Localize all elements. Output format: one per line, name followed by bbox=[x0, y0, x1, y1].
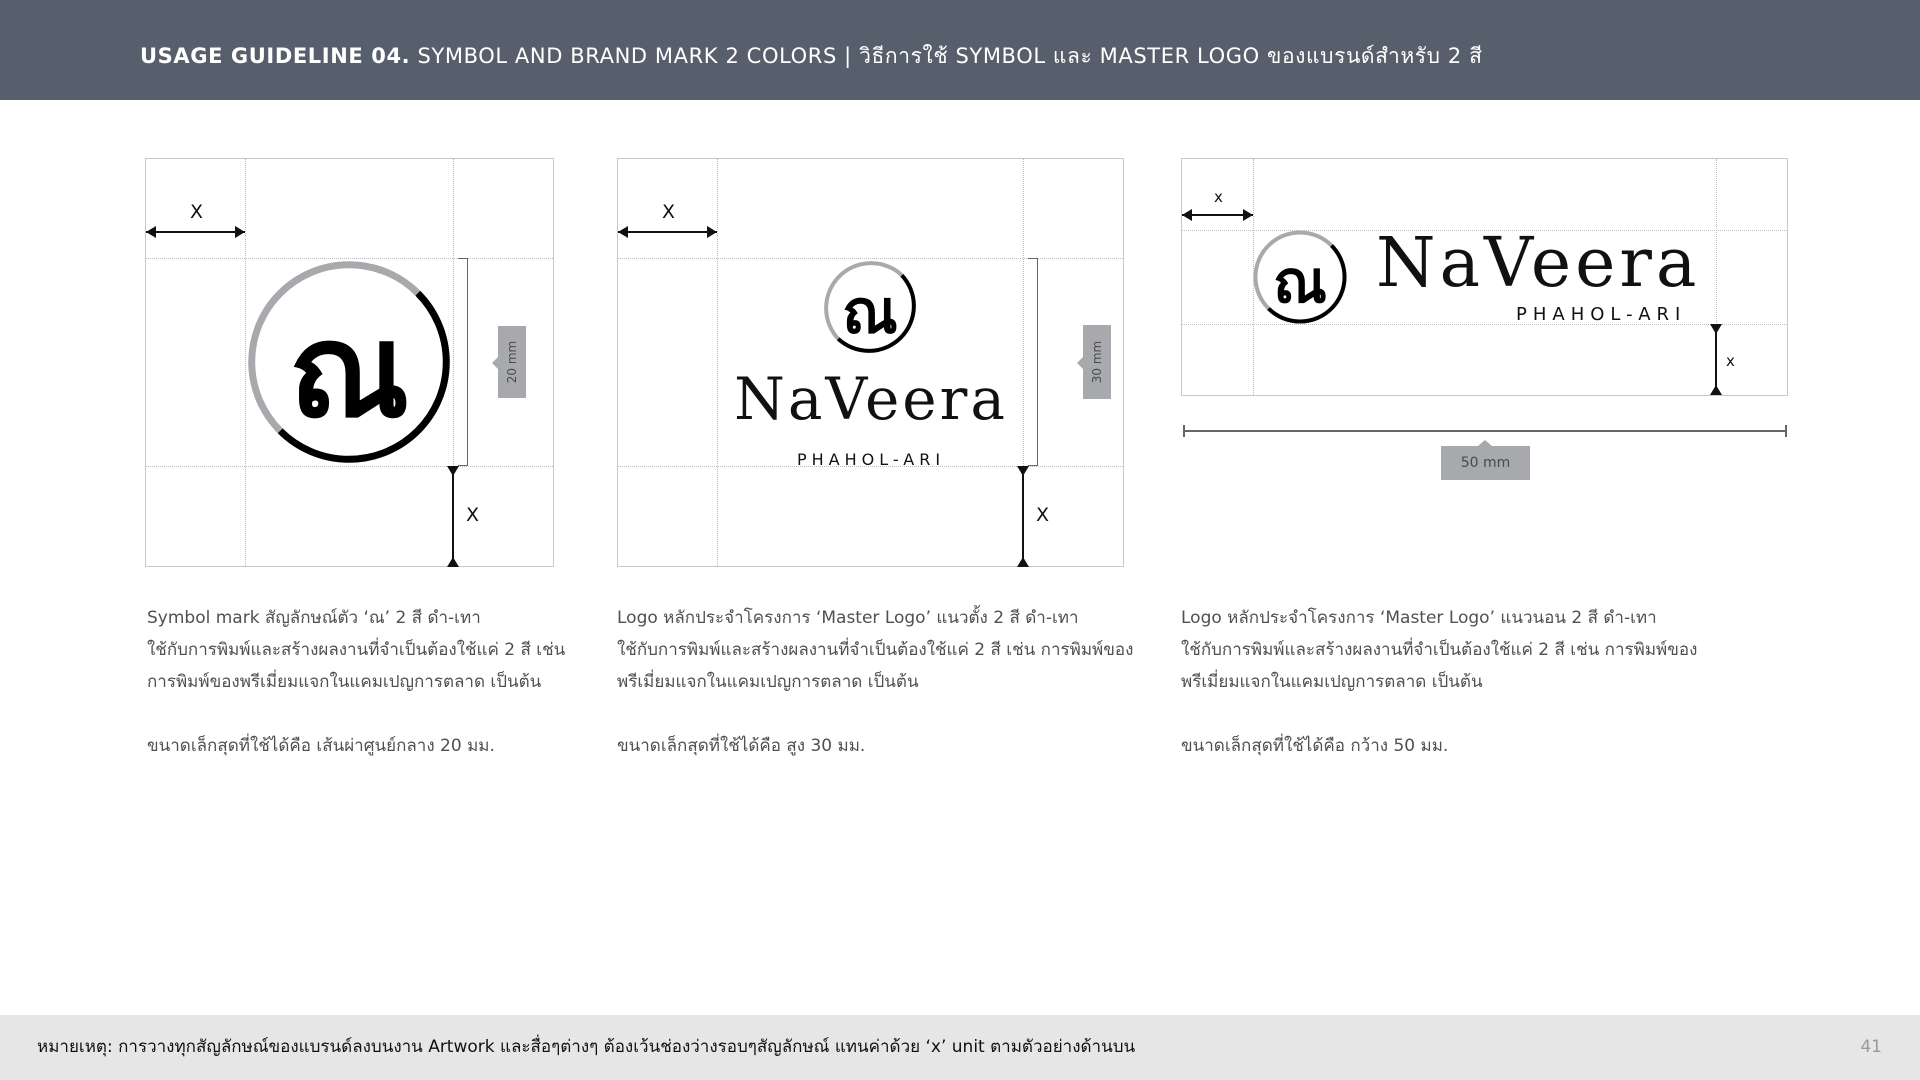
brand-subtitle: PHAHOL-ARI bbox=[796, 450, 946, 469]
panel-master-logo-vertical bbox=[617, 158, 1124, 567]
x-spacing-label-bottom: X bbox=[466, 504, 480, 526]
brand-subtitle: PHAHOL-ARI bbox=[1516, 304, 1687, 325]
minimum-size-note: ขนาดเล็กสุดที่ใช้ได้คือ สูง 30 มม. bbox=[617, 736, 866, 756]
description-line: การพิมพ์ของพรีเมี่ยมแจกในแคมเปญการตลาด เป็นต้น bbox=[147, 672, 542, 692]
page-title bbox=[140, 0, 1483, 100]
symbol-glyph: ณ bbox=[288, 294, 410, 447]
minimum-size-note: ขนาดเล็กสุดที่ใช้ได้คือ กว้าง 50 มม. bbox=[1181, 736, 1449, 756]
x-spacing-label-bottom: X bbox=[1036, 504, 1050, 526]
page-title-bold: USAGE GUIDELINE 04. bbox=[140, 44, 411, 68]
brand-wordmark: NaVeera bbox=[1376, 224, 1701, 303]
description-line: ใช้กับการพิมพ์และสร้างผลงานที่จำเป็นต้องใช้แค่ 2 สี เช่น การพิมพ์ของ bbox=[1181, 640, 1698, 660]
size-tag-text: 50 mm bbox=[1460, 455, 1511, 471]
page-title-rest: SYMBOL AND BRAND MARK 2 COLORS | วิธีการใช้ SYMBOL และ MASTER LOGO ของแบรนด์สำหรับ 2 สี bbox=[417, 44, 1483, 68]
panel-master-logo-horizontal bbox=[1181, 158, 1788, 396]
panel-symbol-mark bbox=[145, 158, 554, 567]
footer-bar bbox=[0, 1015, 1920, 1080]
description-line: Symbol mark สัญลักษณ์ตัว ‘ณ’ 2 สี ดำ-เทา bbox=[147, 608, 481, 628]
symbol-glyph: ณ bbox=[842, 277, 898, 348]
size-tag-text: 30 mm bbox=[1090, 340, 1104, 384]
symbol-mark-logo bbox=[1253, 230, 1347, 324]
description-line: ใช้กับการพิมพ์และสร้างผลงานที่จำเป็นต้องใช้แค่ 2 สี เช่น การพิมพ์ของ bbox=[617, 640, 1134, 660]
description-symbol-mark bbox=[147, 602, 565, 762]
symbol-mark-logo bbox=[822, 259, 918, 355]
description-line: ใช้กับการพิมพ์และสร้างผลงานที่จำเป็นต้องใช้แค่ 2 สี เช่น bbox=[147, 640, 566, 660]
description-line: พรีเมี่ยมแจกในแคมเปญการตลาด เป็นต้น bbox=[1181, 672, 1483, 692]
footer-note: หมายเหตุ: การวางทุกสัญลักษณ์ของแบรนด์ลงบนงาน Artwork และสื่อๆต่างๆ ต้องเว้นช่องว่างรอบๆสัญลักษณ์ แทนค่าด้วย ‘x’ unit ตามตัวอย่างด้านบน bbox=[37, 1037, 1136, 1057]
x-spacing-label-top: X bbox=[190, 201, 204, 223]
header-bar bbox=[0, 0, 1920, 100]
x-spacing-label-top: X bbox=[662, 201, 676, 223]
size-tag bbox=[1083, 325, 1111, 399]
size-tag bbox=[498, 326, 526, 398]
size-tag-text: 20 mm bbox=[505, 340, 519, 384]
brand-wordmark: NaVeera bbox=[734, 365, 1008, 433]
description-master-logo-vertical bbox=[617, 602, 1133, 762]
x-spacing-label-bottom: x bbox=[1726, 352, 1735, 370]
description-line: พรีเมี่ยมแจกในแคมเปญการตลาด เป็นต้น bbox=[617, 672, 919, 692]
symbol-glyph: ณ bbox=[1273, 248, 1327, 317]
description-line: Logo หลักประจำโครงการ ‘Master Logo’ แนวตั้ง 2 สี ดำ-เทา bbox=[617, 608, 1079, 628]
size-tag bbox=[1441, 446, 1530, 480]
description-master-logo-horizontal bbox=[1181, 602, 1697, 762]
minimum-size-note: ขนาดเล็กสุดที่ใช้ได้คือ เส้นผ่าศูนย์กลาง 20 มม. bbox=[147, 736, 495, 756]
x-spacing-label-top: x bbox=[1214, 188, 1223, 206]
page-number: 41 bbox=[1860, 1037, 1882, 1057]
description-line: Logo หลักประจำโครงการ ‘Master Logo’ แนวนอน 2 สี ดำ-เทา bbox=[1181, 608, 1657, 628]
symbol-mark-logo bbox=[245, 258, 453, 466]
